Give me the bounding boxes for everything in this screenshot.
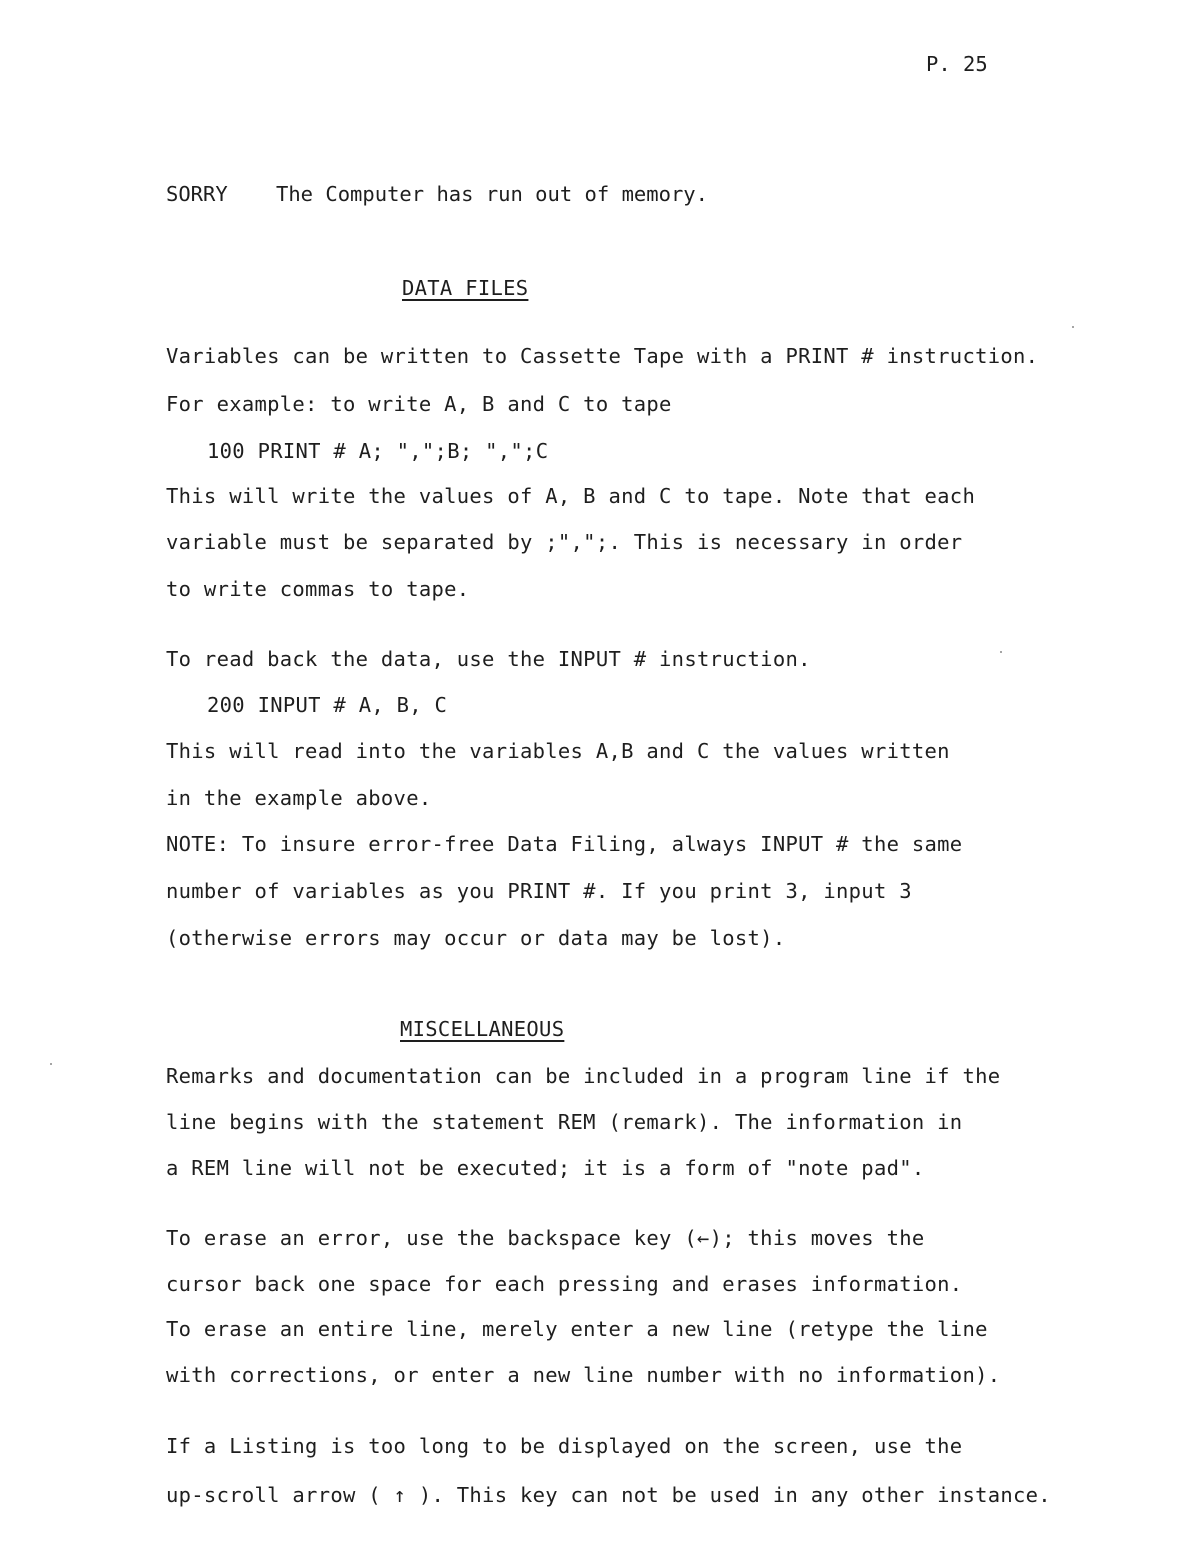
paragraph-line: Variables can be written to Cassette Tape with a PRINT # instruction. bbox=[166, 344, 1039, 368]
paragraph-line: variable must be separated by ;",";. This is necessary in order bbox=[166, 530, 963, 554]
paragraph-line: This will write the values of A, B and C to tape. Note that each bbox=[166, 484, 976, 508]
paragraph-line: up-scroll arrow ( ↑ ). This key can not be used in any other instance. bbox=[166, 1483, 1051, 1507]
paragraph-line: in the example above. bbox=[166, 786, 432, 810]
page-number: P. 25 bbox=[926, 52, 988, 76]
paragraph-line: line begins with the statement REM (remark). The information in bbox=[166, 1110, 963, 1134]
paragraph-line: To erase an error, use the backspace key (←); this moves the bbox=[166, 1226, 925, 1250]
scan-speck bbox=[50, 1063, 52, 1065]
code-example-line: 100 PRINT # A; ",";B; ",";C bbox=[207, 439, 549, 463]
paragraph-line: If a Listing is too long to be displayed on the screen, use the bbox=[166, 1434, 963, 1458]
note-line: number of variables as you PRINT #. If you print 3, input 3 bbox=[166, 879, 912, 903]
data-files-heading: DATA FILES bbox=[402, 276, 529, 300]
scan-speck bbox=[1072, 326, 1074, 328]
error-keyword: SORRY bbox=[166, 182, 228, 206]
paragraph-line: with corrections, or enter a new line number with no information). bbox=[166, 1363, 1001, 1387]
paragraph-line: To erase an entire line, merely enter a new line (retype the line bbox=[166, 1317, 988, 1341]
miscellaneous-heading: MISCELLANEOUS bbox=[400, 1017, 565, 1041]
paragraph-line: This will read into the variables A,B and C the values written bbox=[166, 739, 950, 763]
paragraph-line: cursor back one space for each pressing and erases information. bbox=[166, 1272, 963, 1296]
paragraph-line: To read back the data, use the INPUT # instruction. bbox=[166, 647, 811, 671]
error-description: The Computer has run out of memory. bbox=[276, 182, 708, 206]
paragraph-line: to write commas to tape. bbox=[166, 577, 470, 601]
paragraph-line: For example: to write A, B and C to tape bbox=[166, 392, 672, 416]
note-line: NOTE: To insure error-free Data Filing, always INPUT # the same bbox=[166, 832, 963, 856]
code-example-line: 200 INPUT # A, B, C bbox=[207, 693, 448, 717]
paragraph-line: Remarks and documentation can be included in a program line if the bbox=[166, 1064, 1001, 1088]
note-line: (otherwise errors may occur or data may be lost). bbox=[166, 926, 786, 950]
scan-speck bbox=[1000, 651, 1002, 653]
paragraph-line: a REM line will not be executed; it is a form of "note pad". bbox=[166, 1156, 925, 1180]
